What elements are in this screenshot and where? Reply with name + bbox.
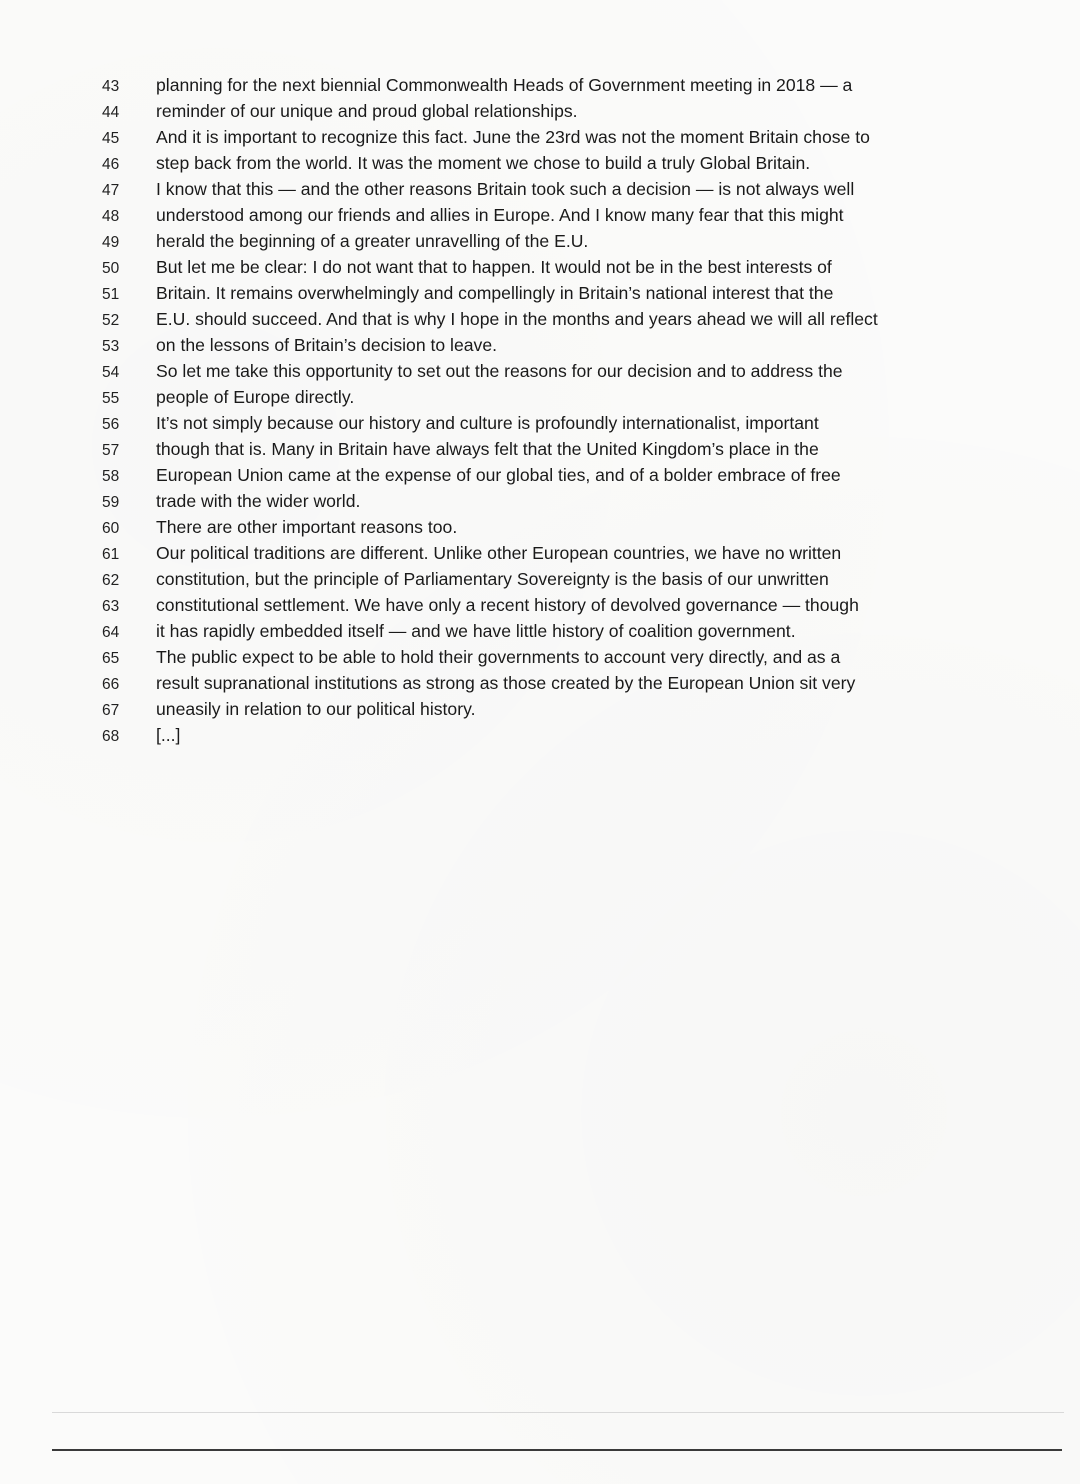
line-number: 50 [102, 260, 120, 277]
text-line [102, 72, 972, 98]
line-text: There are other important reasons too. [156, 517, 458, 537]
line-text: I know that this — and the other reasons Britain took such a decision — is not always well [156, 179, 855, 199]
line-text: Britain. It remains overwhelmingly and compellingly in Britain’s national interest that the [156, 283, 834, 303]
text-line [102, 358, 972, 384]
line-number: 63 [102, 598, 120, 615]
line-number: 65 [102, 650, 120, 667]
text-line [102, 644, 972, 670]
line-text: constitution, but the principle of Parliamentary Sovereignty is the basis of our unwritten [156, 569, 829, 589]
line-text: on the lessons of Britain’s decision to leave. [156, 335, 497, 355]
text-line [102, 488, 972, 514]
text-line [102, 254, 972, 280]
line-text: trade with the wider world. [156, 491, 361, 511]
line-text: And it is important to recognize this fact. June the 23rd was not the moment Britain chose to [156, 127, 870, 147]
line-text: But let me be clear: I do not want that to happen. It would not be in the best interests of [156, 257, 832, 277]
line-number: 47 [102, 182, 120, 199]
line-number: 46 [102, 156, 120, 173]
line-text: So let me take this opportunity to set out the reasons for our decision and to address the [156, 361, 843, 381]
footer-rule [52, 1449, 1062, 1451]
line-number: 58 [102, 468, 120, 485]
text-line [102, 124, 972, 150]
line-number: 57 [102, 442, 120, 459]
text-line [102, 436, 972, 462]
line-text: It’s not simply because our history and culture is profoundly internationalist, important [156, 413, 819, 433]
line-text: step back from the world. It was the moment we chose to build a truly Global Britain. [156, 153, 811, 173]
line-number: 62 [102, 572, 120, 589]
text-line [102, 462, 972, 488]
line-text: planning for the next biennial Commonwealth Heads of Government meeting in 2018 — a [156, 75, 853, 95]
line-text: Our political traditions are different. Unlike other European countries, we have no written [156, 543, 842, 563]
text-line [102, 280, 972, 306]
line-number: 59 [102, 494, 120, 511]
text-line [102, 332, 972, 358]
line-number: 52 [102, 312, 120, 329]
line-text: European Union came at the expense of our global ties, and of a bolder embrace of free [156, 465, 841, 485]
line-number: 44 [102, 104, 120, 121]
line-text: [...] [156, 725, 181, 745]
text-line [102, 696, 972, 722]
text-line [102, 306, 972, 332]
line-number: 48 [102, 208, 120, 225]
line-text: result supranational institutions as strong as those created by the European Union sit very [156, 673, 856, 693]
text-line [102, 410, 972, 436]
line-number: 67 [102, 702, 120, 719]
line-text: understood among our friends and allies in Europe. And I know many fear that this might [156, 205, 844, 225]
line-text: The public expect to be able to hold their governments to account very directly, and as a [156, 647, 841, 667]
line-number: 54 [102, 364, 120, 381]
text-line [102, 176, 972, 202]
text-line [102, 618, 972, 644]
line-number: 68 [102, 728, 120, 745]
text-line [102, 384, 972, 410]
text-line [102, 98, 972, 124]
text-line [102, 202, 972, 228]
line-text: constitutional settlement. We have only a recent history of devolved governance — though [156, 595, 859, 615]
text-line [102, 592, 972, 618]
line-number: 61 [102, 546, 120, 563]
line-number: 55 [102, 390, 120, 407]
text-line [102, 670, 972, 696]
line-text: though that is. Many in Britain have always felt that the United Kingdom’s place in the [156, 439, 819, 459]
line-text: E.U. should succeed. And that is why I hope in the months and years ahead we will all reflect [156, 309, 878, 329]
line-number: 64 [102, 624, 120, 641]
line-text: people of Europe directly. [156, 387, 355, 407]
line-number: 53 [102, 338, 120, 355]
line-number: 66 [102, 676, 120, 693]
line-text: herald the beginning of a greater unravelling of the E.U. [156, 231, 589, 251]
line-number: 56 [102, 416, 120, 433]
numbered-text-lines [102, 72, 972, 748]
text-line [102, 150, 972, 176]
line-text: reminder of our unique and proud global relationships. [156, 101, 578, 121]
text-line [102, 566, 972, 592]
text-line [102, 540, 972, 566]
line-number: 43 [102, 78, 120, 95]
text-line [102, 722, 972, 748]
line-text: it has rapidly embedded itself — and we have little history of coalition government. [156, 621, 796, 641]
faint-divider [52, 1412, 1064, 1413]
line-number: 49 [102, 234, 120, 251]
line-number: 51 [102, 286, 120, 303]
text-line [102, 514, 972, 540]
line-number: 60 [102, 520, 120, 537]
text-line [102, 228, 972, 254]
line-number: 45 [102, 130, 120, 147]
line-text: uneasily in relation to our political history. [156, 699, 476, 719]
